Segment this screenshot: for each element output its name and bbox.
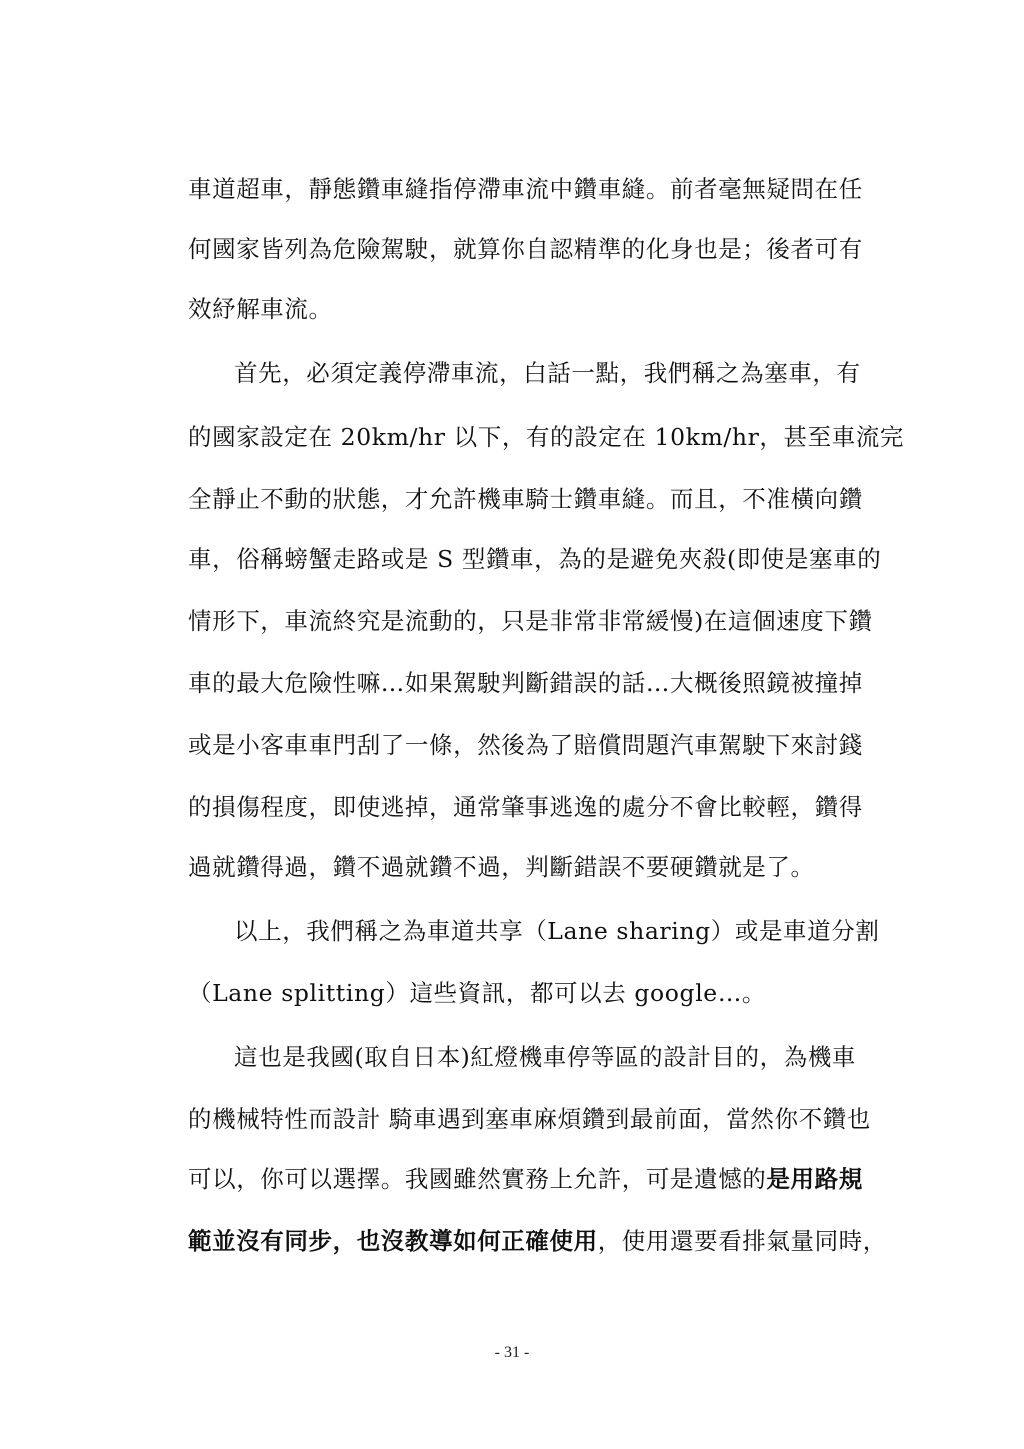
text-line-13: 以上，我們稱之為車道共享（Lane sharing）或是車道分割	[234, 917, 880, 945]
text-line-12: 過就鑽得過，鑽不過就鑽不過，判斷錯誤不要硬鑽就是了。	[188, 853, 815, 881]
text-line-4: 首先，必須定義停滯車流，白話一點，我們稱之為塞車，有	[234, 359, 861, 387]
text-line-8: 情形下，車流終究是流動的，只是非常非常緩慢)在這個速度下鑽	[188, 607, 873, 635]
text-line-7: 車，俗稱螃蟹走路或是 S 型鑽車，為的是避免夾殺(即使是塞車的	[188, 545, 882, 573]
text-line-17-bold: 是用路規	[766, 1165, 863, 1193]
text-line-17	[188, 1164, 900, 1194]
text-line-1: 車道超車，靜態鑽車縫指停滯車流中鑽車縫。前者毫無疑問在任	[188, 175, 863, 203]
text-line-18-bold: 範並沒有同步，也沒教導如何正確使用	[188, 1227, 598, 1255]
text-line-2: 何國家皆列為危險駕駛，就算你自認精準的化身也是；後者可有	[188, 235, 863, 263]
text-line-18	[188, 1226, 900, 1256]
text-line-3: 效紓解車流。	[188, 295, 333, 323]
text-line-10: 或是小客車車門刮了一條，然後為了賠償問題汽車駕駛下來討錢	[188, 731, 863, 759]
text-line-15: 這也是我國(取自日本)紅燈機車停等區的設計目的，為機車	[234, 1043, 857, 1071]
text-line-16: 的機械特性而設計 騎車遇到塞車麻煩鑽到最前面，當然你不鑽也	[188, 1105, 871, 1133]
text-line-17-normal: 可以，你可以選擇。我國雖然實務上允許，可是遺憾的	[188, 1165, 767, 1193]
text-line-9: 車的最大危險性嘛…如果駕駛判斷錯誤的話…大概後照鏡被撞掉	[188, 669, 863, 697]
text-line-6: 全靜止不動的狀態，才允許機車騎士鑽車縫。而且，不准橫向鑽	[188, 485, 863, 513]
text-line-5: 的國家設定在 20km/hr 以下，有的設定在 10km/hr，甚至車流完	[188, 423, 905, 451]
text-line-18-normal: ，使用還要看排氣量同時，	[597, 1227, 887, 1255]
text-line-11: 的損傷程度，即使逃掉，通常肇事逃逸的處分不會比較輕，鑽得	[188, 793, 863, 821]
page-number: - 31 -	[494, 1344, 530, 1361]
text-line-14: （Lane splitting）這些資訊，都可以去 google…。	[188, 979, 767, 1007]
